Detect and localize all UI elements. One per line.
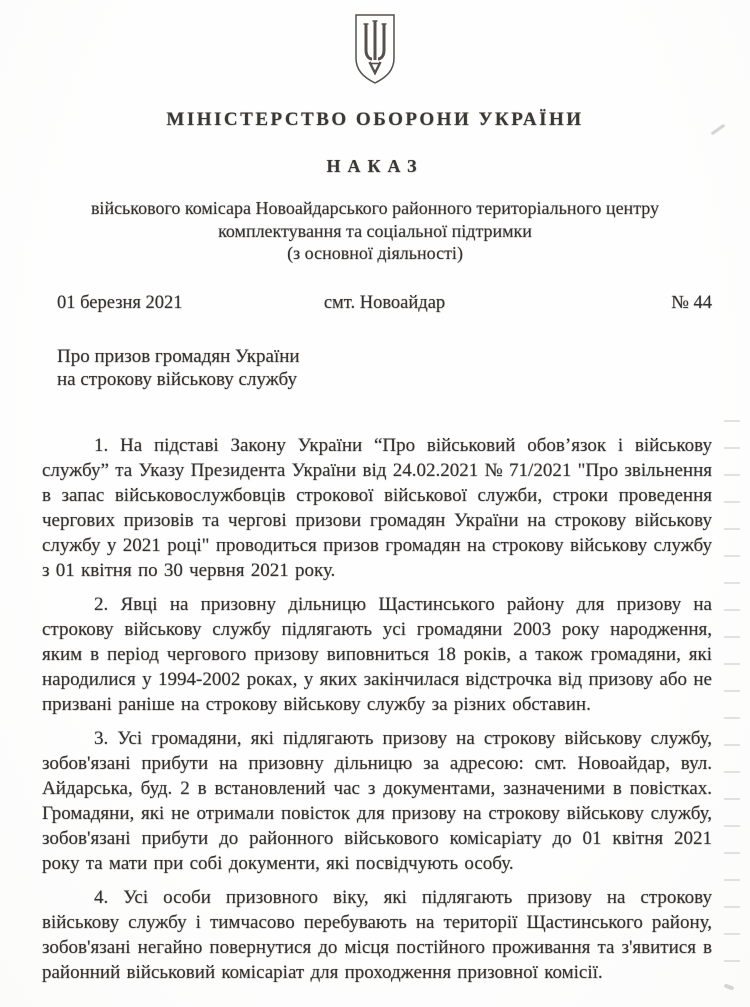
order-type-label: НАКАЗ (326, 156, 424, 176)
order-meta-row (57, 292, 712, 314)
ministry-title: МІНІСТЕРСТВО ОБОРОНИ УКРАЇНИ (166, 109, 584, 130)
emblem-container (0, 0, 750, 88)
order-number: № 44 (671, 292, 713, 313)
order-paragraph-4: 4. Усі особи призовного віку, які підлягають призову на строкову військову службу і тимчасово перебувають на території Щастинського району, зобов'язані негайно повернутися до місця постійного проживання та з'явитися в районний військовий комісаріат для проходження призовної комісії. (42, 886, 712, 983)
order-date: 01 березня 2021 (57, 292, 183, 313)
issuer-line-2: комплектування та соціальної підтримки (218, 220, 532, 241)
subject-line-2: на строкову військову службу (57, 369, 297, 390)
issuer-line-1: військового комісара Новоайдарського районного територіального центру (90, 198, 660, 218)
subject-block (57, 345, 712, 392)
order-place: смт. Новоайдар (323, 292, 446, 313)
order-body (0, 433, 750, 985)
issuer-block (0, 197, 750, 265)
order-paragraph-3: 3. Усі громадяни, які підлягають призову на строкову військову службу, зобов'язані прибути на призовну дільницю за адресою: смт. Новоайдар, вул. Айдарська, буд. 2 в встановлений час з документами, зазначеними в повістках. Громадяни, які не отримали повісток для призову на строкову військову службу, зобов'язані прибути до районного військового комісаріату до 01 квітня 2021 року та мати при собі документи, які посвідчують особу. (42, 727, 712, 874)
order-paragraph-1: 1. На підставі Закону України “Про військовий обов’язок і військову службу” та Указу Президента України від 24.02.2021 № 71/2021 "Про звільнення в запас військовослужбовців строкової військової служби, строки проведення чергових призовів та чергові призови громадян України на строкову військову службу у 2021 році" проводиться призов громадян на строкову військову службу з 01 квітня по 30 червня 2021 року. (42, 434, 712, 581)
issuer-line-3: (з основної діяльності) (287, 243, 463, 263)
subject-line-1: Про призов громадян України (57, 345, 300, 367)
order-paragraph-2: 2. Явці на призовну дільницю Щастинського району для призову на строкову військову службу підлягають усі громадяни 2003 року народження, яким в період чергового призову виповниться 18 років, а також громадяни, які народилися у 1994-2002 роках, у яких закінчилася відстрочка від призову або не призвані раніше на строкову військову службу за різних обставин. (42, 593, 712, 715)
ukraine-trident-emblem (348, 12, 402, 88)
